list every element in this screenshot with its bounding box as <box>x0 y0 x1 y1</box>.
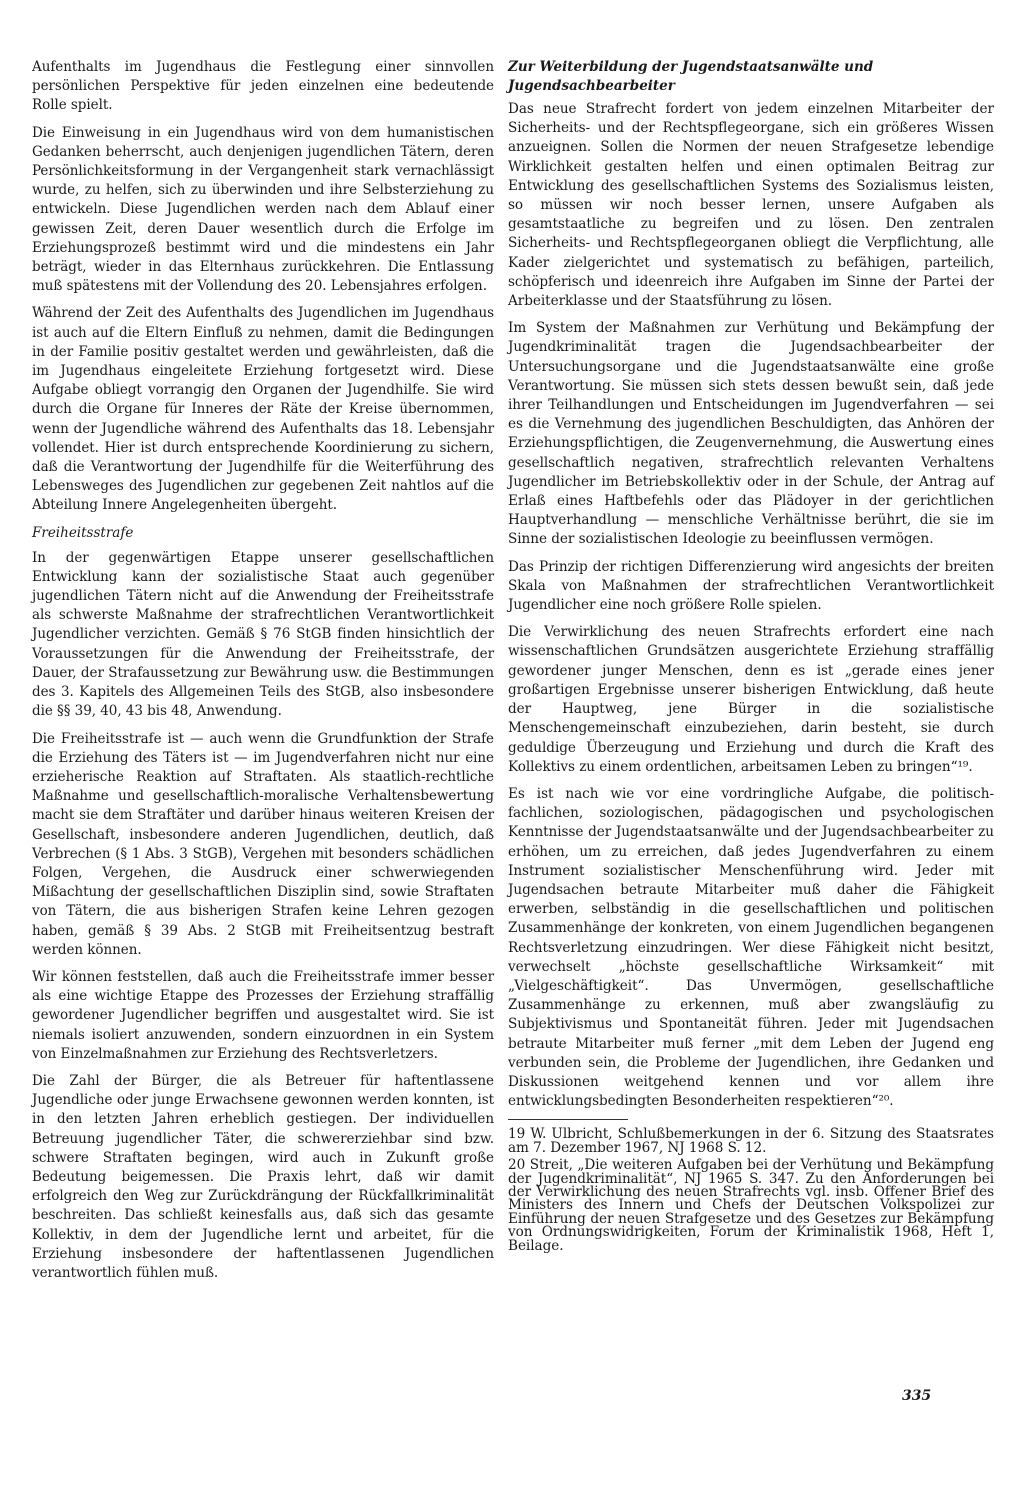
paragraph: In der gegenwärtigen Etappe unserer gesellschaftlichen Entwicklung kann der sozialistische Staat auch gegenüber jugendlichen Tätern nicht auf die Anwendung der Freiheitsstrafe als schwerste Maßnahme der strafrechtlichen Verantwortlichkeit Jugendlicher verzichten. Gemäß § 76 StGB finden hinsichtlich der Voraussetzungen für die Anwendung der Freiheitsstrafe, der Dauer, der Strafaussetzung zur Bewährung usw. die Bestimmungen des 3. Kapitels des Allgemeinen Teils des StGB, also insbesondere die §§ 39, 40, 43 bis 48, Anwendung. <box>32 549 494 720</box>
paragraph: Im System der Maßnahmen zur Verhütung und Bekämpfung der Jugendkriminalität tragen die Jugendsachbearbeiter der Untersuchungsorgane und die Jugendstaatsanwälte eine große Verantwortung. Sie müssen sich stets dessen bewußt sein, daß jede ihrer Teilhandlungen und Entscheidungen im Jugendverfahren — sei es die Vernehmung des jugendlichen Beschuldigten, das Anhören der Erziehungspflichtigen, die Zeugenvernehmung, die Auswertung eines gesellschaftlich negativen, strafrechtlich relevanten Verhaltens Jugendlicher im Betriebskollektiv oder in der Schule, der Antrag auf Erlaß eines Haftbefehls oder das Plädoyer in der gerichtlichen Hauptverhandlung — menschliche Verhältnisse berührt, die sie im Sinne der sozialistischen Ideologie zu beeinflussen vermögen. <box>508 320 994 548</box>
footnote-divider <box>508 1119 628 1120</box>
section-heading: Zur Weiterbildung der Jugendstaatsanwälte und Jugendsachbearbeiter <box>508 59 874 94</box>
paragraph: Das Prinzip der richtigen Differenzierung wird angesichts der breiten Skala von Maßnahmen der strafrechtlichen Verantwortlichkeit Jugendlicher eine noch größere Rolle spielen. <box>508 558 994 614</box>
paragraph: Die Einweisung in ein Jugendhaus wird von dem humanistischen Gedanken beherrscht, auch denjenigen jugendlichen Tätern, deren Persönlichkeitsformung in der Vergangenheit stark vernachlässigt wurde, zu helfen, sich zu überwinden und ihre Selbsterziehung zu entwickeln. Diese Jugendlichen werden nach dem Ablauf einer gewissen Zeit, deren Dauer wesentlich durch die Erfolge im Erziehungsprozeß bestimmt wird und die mindestens ein Jahr beträgt, wieder in das Elternhaus zurückkehren. Die Entlassung muß spätestens mit der Vollendung des 20. Lebensjahres erfolgen. <box>32 124 494 295</box>
paragraph: Aufenthalts im Jugendhaus die Festlegung einer sinnvollen persönlichen Perspektive für jeden einzelnen eine bedeutende Rolle spielt. <box>32 59 494 114</box>
paragraph: Die Zahl der Bürger, die als Betreuer für haftentlassene Jugendliche oder junge Erwachsene gewonnen werden konnten, ist in den letzten Jahren erheblich gestiegen. Der individuellen Betreuung jugendlicher Täter, die schwererziehbar sind bzw. schwere Straftaten begingen, wird auch in Zukunft große Bedeutung beigemessen. Die Praxis lehrt, daß wir damit erfolgreich den Weg zur Zurückdrängung der Rückfallkriminalität beschreiten. Das schließt keinesfalls aus, daß sich das gesamte Kollektiv, in dem der Jugendliche lernt und arbeitet, für die Erziehung insbesondere der haftentlassenen Jugendlichen verantwortlich fühlen muß. <box>32 1072 494 1281</box>
paragraph: Die Verwirklichung des neuen Strafrechts erfordert eine nach wissenschaftlichen Grundsätzen ausgerichtete Erziehung straffällig gewordener junger Menschen, denn es ist „gerade eines jener großartigen Ergebnisse unserer bisherigen Entwicklung, daß heute der Hauptweg, jene Bürger in die sozialistische Menschengemeinschaft einzubeziehen, darin besteht, sie durch geduldige Überzeugung und Erziehung und durch die Kraft des Kollektivs zu einem ordentlichen, arbeitsamen Leben zu bringen“¹⁹. <box>508 624 994 775</box>
left-column <box>32 58 494 1291</box>
footnote: 19 W. Ulbricht, Schlußbemerkungen in der 6. Sitzung des Staatsrates am 7. Dezember 1967, NJ 1968 S. 12. <box>508 1126 994 1156</box>
section-heading: Freiheitsstrafe <box>32 524 134 541</box>
paragraph: Wir können feststellen, daß auch die Freiheitsstrafe immer besser als eine wichtige Etappe des Prozesses der Erziehung straffällig gewordener Jugendlicher begriffen und ausgestaltet wird. Sie ist niemals isoliert anzuwenden, sondern einzuordnen in ein System von Einzelmaßnahmen zur Erziehung des Rechtsverletzers. <box>32 968 494 1062</box>
footnote: 20 Streit, „Die weiteren Aufgaben bei der Verhütung und Bekämpfung der Jugendkriminalität“, NJ 1965 S. 347. Zu den Anforderungen bei der Verwirklichung des neuen Strafrechts vgl. insb. Offener Brief des Ministers des Innern und Chefs der Deutschen Volkspolizei zur Einführung der neuen Strafgesetze und des Gesetzes zur Bekämpfung von Ordnungswidrigkeiten, Forum der Kriminalistik 1968, Heft 1, Beilage. <box>508 1157 994 1254</box>
paragraph: Während der Zeit des Aufenthalts des Jugendlichen im Jugendhaus ist auch auf die Eltern Einfluß zu nehmen, damit die Bedingungen in der Familie positiv gestaltet werden und gewährleisten, daß die im Jugendhaus eingeleitete Erziehung fortgesetzt wird. Diese Aufgabe obliegt vorrangig den Organen der Jugendhilfe. Sie wird durch die Organe für Inneres der Räte der Kreise übernommen, wenn der Jugendliche während des Aufenthalts das 18. Lebensjahr vollendet. Hier ist durch entsprechende Koordinierung zu sichern, daß die Verantwortung der Jugendhilfe für die Weiterführung des Lebensweges des Jugendlichen zur gegebenen Zeit nahtlos auf die Abteilung Innere Angelegenheiten übergeht. <box>32 305 494 514</box>
paragraph: Die Freiheitsstrafe ist — auch wenn die Grundfunktion der Strafe die Erziehung des Täters ist — im Jugendverfahren nicht nur eine erzieherische Reaktion auf Straftaten. Als staatlich-rechtliche Maßnahme und gesellschaftlich-moralische Verhaltensbewertung macht sie dem Straftäter und darüber hinaus weiteren Kreisen der Gesellschaft, insbesondere anderen Jugendlichen, deutlich, daß Verbrechen (§ 1 Abs. 3 StGB), Vergehen mit besonders schädlichen Folgen, Vergehen, die Ausdruck einer schwerwiegenden Mißachtung der gesellschaftlichen Disziplin sind, sowie Straftaten von Tätern, die aus bisherigen Strafen keine Lehren gezogen haben, gemäß § 39 Abs. 2 StGB mit Freiheitsentzug bestraft werden können. <box>32 730 494 958</box>
paragraph: Das neue Strafrecht fordert von jedem einzelnen Mitarbeiter der Sicherheits- und der Rechtspflegeorgane, sich ein größeres Wissen anzueignen. Sollen die Normen der neuen Strafgesetze lebendige Wirklichkeit gestalten helfen und einen optimalen Beitrag zur Entwicklung des gesellschaftlichen Systems des Sozialismus leisten, so müssen wir noch besser lernen, unsere Aufgaben als gesamtstaatliche zu begreifen und zu lösen. Den zentralen Sicherheits- und Rechtspflegeorganen obliegt die Verpflichtung, alle Kader zielgerichtet und systematisch zu befähigen, parteilich, schöpferisch und ideenreich ihre Aufgaben im Sinne der Partei der Arbeiterklasse und der Staatsführung zu lösen. <box>508 101 994 310</box>
paragraph: Es ist nach wie vor eine vordringliche Aufgabe, die politisch-fachlichen, soziologischen, pädagogischen und psychologischen Kenntnisse der Jugendstaatsanwälte und der Jugendsachbearbeiter zu erhöhen, um zu erreichen, daß jedes Jugendverfahren zu einem Instrument sozialistischer Menschenführung wird. Jeder mit Jugendsachen betraute Mitarbeiter muß daher die Fähigkeit erwerben, selbständig in die gesellschaftlichen und politischen Zusammenhänge der konkreten, von einem Jugendlichen begangenen Rechtsverletzung einzudringen. Wer diese Fähigkeit nicht besitzt, verwechselt „höchste gesellschaftliche Wirksamkeit“ mit „Vielgeschäftigkeit“. Das Unvermögen, gesellschaftliche Zusammenhänge zu erkennen, muß aber zwangsläufig zu Subjektivismus und Spontaneität führen. Jeder mit Jugendsachen betraute Mitarbeiter muß ferner „mit dem Leben der Jugend eng verbunden sein, die Probleme der Jugendlichen, ihre Gedanken und Diskussionen weitgehend kennen und vor allem ihre entwicklungsbedingten Besonderheiten respektieren“²⁰. <box>508 785 994 1110</box>
page-number: 335 <box>902 1388 932 1404</box>
right-column <box>508 58 994 1257</box>
